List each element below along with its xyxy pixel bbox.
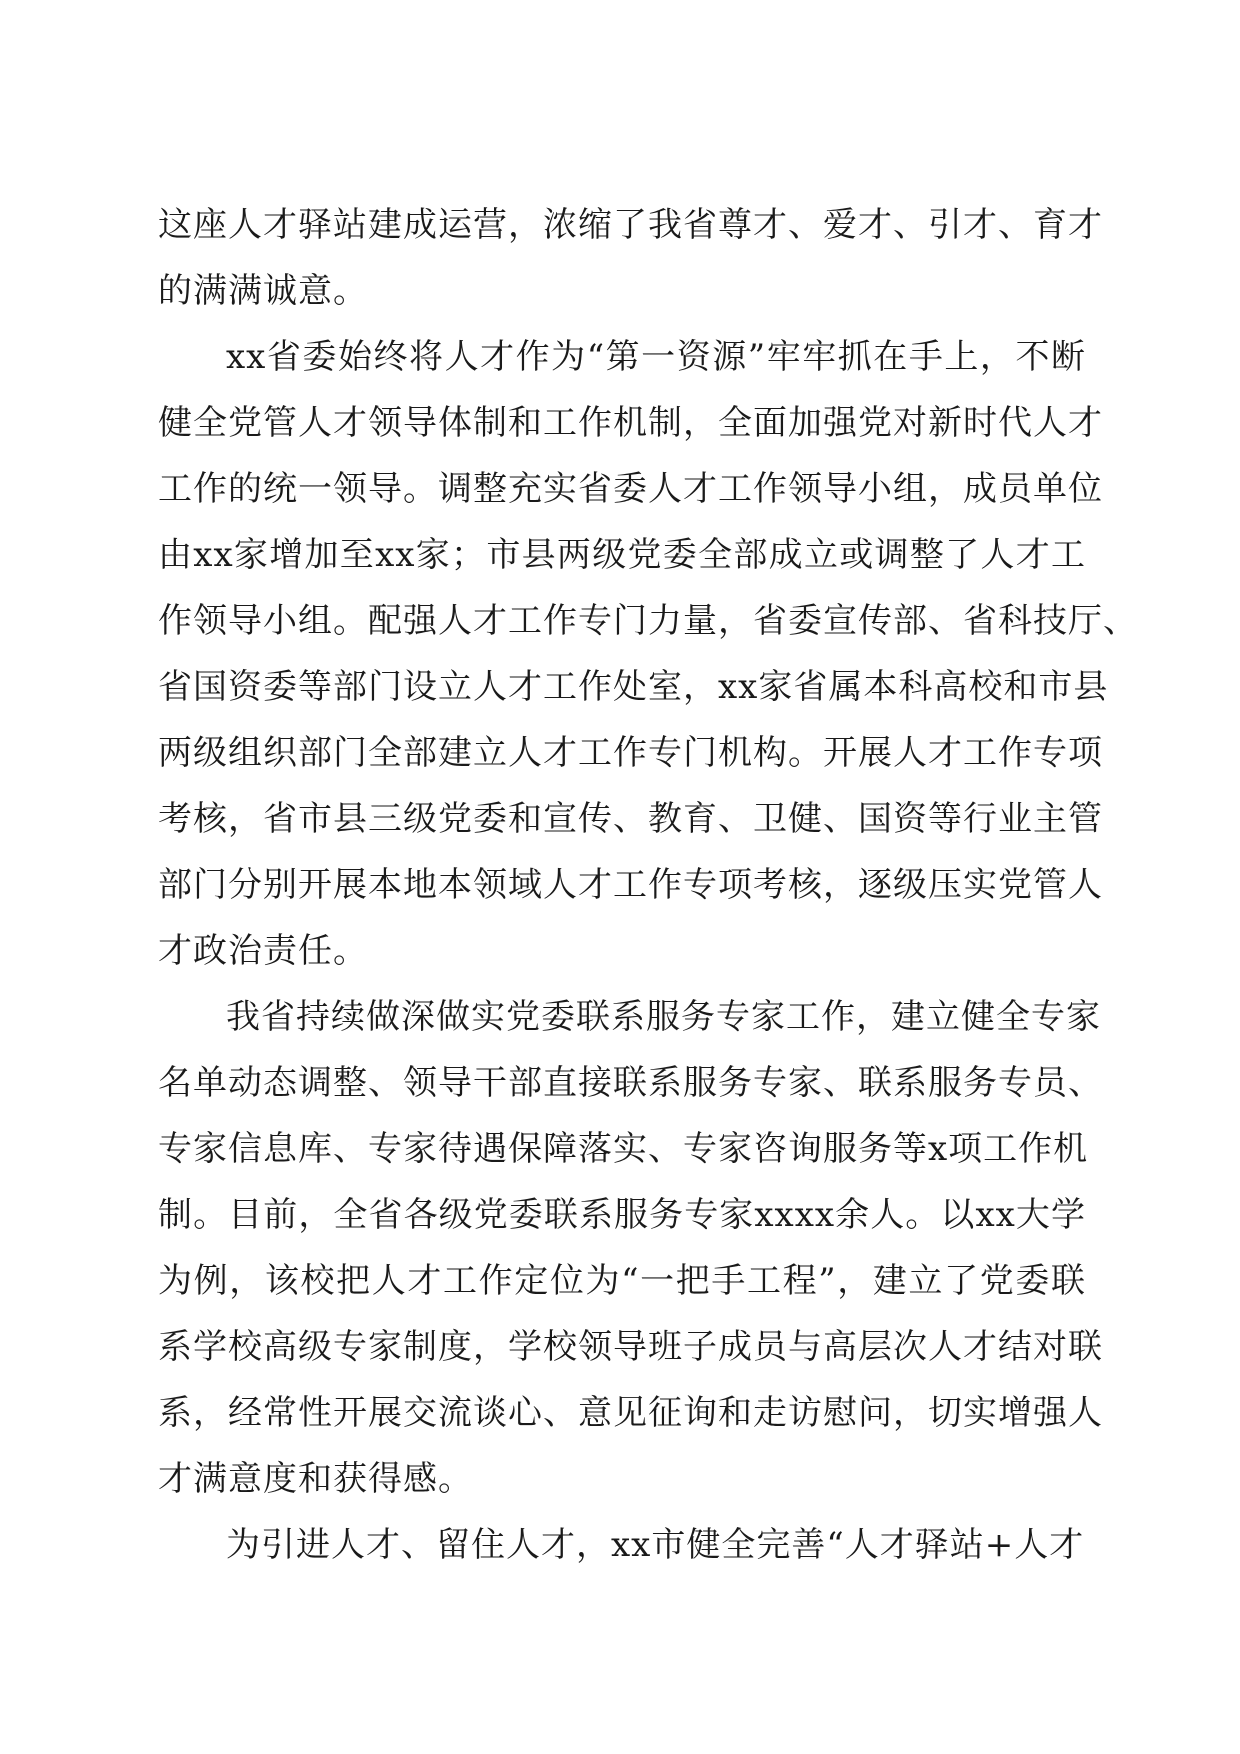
paragraph (158, 1512, 1086, 1578)
text-line: 两级组织部门全部建立人才工作专门机构。开展人才工作专项 (158, 733, 1103, 773)
text-line: 为例，该校把人才工作定位为“一把手工程”，建立了党委联 (158, 1261, 1086, 1301)
text-line: 这座人才驿站建成运营，浓缩了我省尊才、爱才、引才、育才 (158, 205, 1103, 245)
text-line: 的满满诚意。 (158, 271, 368, 311)
text-line: 作领导小组。配强人才工作专门力量，省委宣传部、省科技厅、 (158, 601, 1138, 641)
text-line: 才满意度和获得感。 (158, 1459, 473, 1499)
text-line: 考核，省市县三级党委和宣传、教育、卫健、国资等行业主管 (158, 799, 1103, 839)
text-line: 健全党管人才领导体制和工作机制，全面加强党对新时代人才 (158, 403, 1103, 443)
text-line: 为引进人才、留住人才，xx市健全完善“人才驿站+人才 (226, 1525, 1085, 1565)
text-line: 系学校高级专家制度，学校领导班子成员与高层次人才结对联 (158, 1327, 1103, 1367)
paragraph (158, 984, 1103, 1512)
text-line: xx省委始终将人才作为“第一资源”牢牢抓在手上，不断 (226, 337, 1086, 377)
text-line: 才政治责任。 (158, 931, 368, 971)
paragraph (158, 324, 1138, 984)
text-line: 名单动态调整、领导干部直接联系服务专家、联系服务专员、 (158, 1063, 1103, 1103)
text-line: 系，经常性开展交流谈心、意见征询和走访慰问，切实增强人 (158, 1393, 1103, 1433)
text-line: 由xx家增加至xx家；市县两级党委全部成立或调整了人才工 (158, 535, 1086, 575)
text-line: 部门分别开展本地本领域人才工作专项考核，逐级压实党管人 (158, 865, 1103, 905)
document-body (158, 192, 1138, 1578)
text-line: 我省持续做深做实党委联系服务专家工作，建立健全专家 (226, 997, 1101, 1037)
text-line: 省国资委等部门设立人才工作处室，xx家省属本科高校和市县 (158, 667, 1109, 707)
paragraph (158, 192, 1103, 324)
text-line: 专家信息库、专家待遇保障落实、专家咨询服务等x项工作机 (158, 1129, 1089, 1169)
text-line: 制。目前，全省各级党委联系服务专家xxxx余人。以xx大学 (158, 1195, 1086, 1235)
text-line: 工作的统一领导。调整充实省委人才工作领导小组，成员单位 (158, 469, 1103, 509)
